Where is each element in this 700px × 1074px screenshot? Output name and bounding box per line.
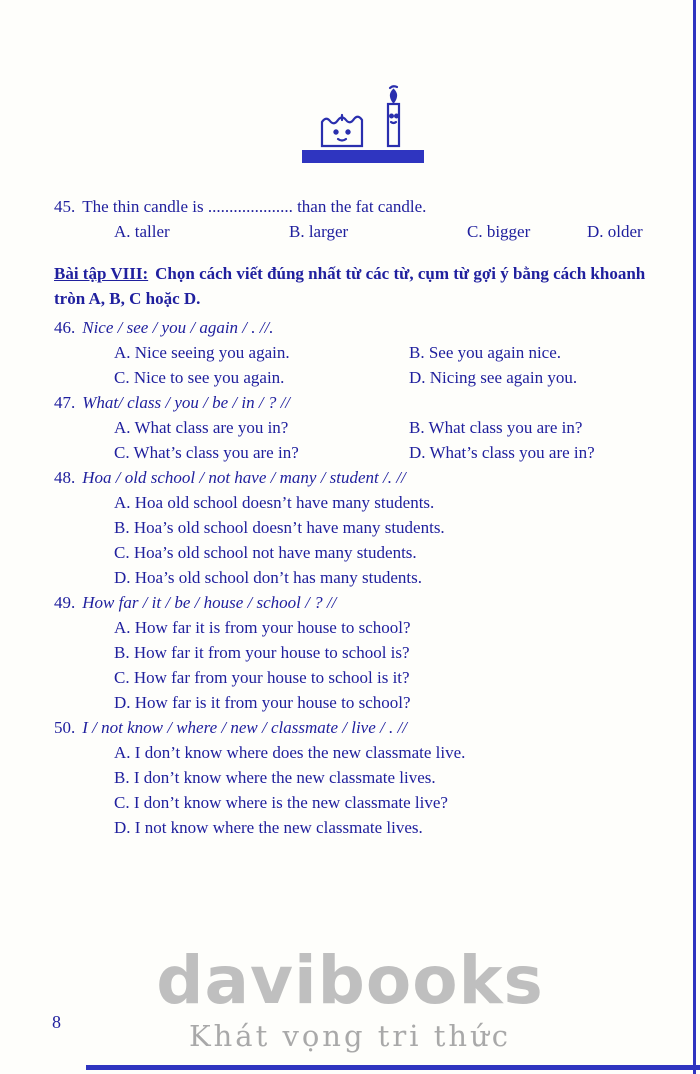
option-a: A. What class are you in? — [114, 418, 289, 437]
options-list — [114, 740, 672, 840]
section-title: Bài tập VIII: — [54, 264, 149, 283]
question-46 — [54, 315, 672, 390]
question-number: 50. — [54, 718, 76, 737]
option-a: A. How far it is from your house to school? — [114, 618, 411, 637]
watermark-logo: davibooks — [156, 942, 544, 1019]
question-number: 46. — [54, 318, 76, 337]
question-50 — [54, 715, 672, 840]
option-c: C. Hoa’s old school not have many students. — [114, 543, 417, 562]
question-48 — [54, 465, 672, 590]
question-prompt — [54, 715, 672, 740]
question-prompt — [54, 390, 672, 415]
options-list — [114, 615, 672, 715]
option-c: C. I don’t know where is the new classmate live? — [114, 793, 448, 812]
question-45 — [54, 194, 672, 219]
scan-bottom-edge-line — [86, 1065, 700, 1070]
option-a: A. Hoa old school doesn’t have many students. — [114, 493, 435, 512]
question-prompt — [54, 465, 672, 490]
question-45-text: The thin candle is .................... than the fat candle. — [82, 197, 427, 216]
options-list — [114, 490, 672, 590]
question-prompt-text: What/ class / you / be / in / ? // — [82, 393, 291, 412]
option-a: A. I don’t know where does the new classmate live. — [114, 743, 466, 762]
question-45-options — [114, 219, 672, 244]
option-b: B. I don’t know where the new classmate lives. — [114, 768, 436, 787]
section-heading — [54, 261, 672, 311]
option-a: A. taller — [114, 222, 170, 241]
option-d: D. I not know where the new classmate lives. — [114, 818, 423, 837]
option-c: C. bigger — [467, 222, 531, 241]
option-b: B. What class you are in? — [409, 418, 583, 437]
option-c: C. Nice to see you again. — [114, 368, 285, 387]
scan-right-edge-line — [693, 0, 696, 1074]
option-b: B. How far it from your house to school is? — [114, 643, 410, 662]
questions-list — [54, 315, 672, 840]
watermark — [0, 942, 700, 1056]
option-b: B. See you again nice. — [409, 343, 562, 362]
question-prompt-text: How far / it / be / house / school / ? // — [82, 593, 337, 612]
options-grid — [114, 340, 672, 390]
option-d: D. Nicing see again you. — [409, 368, 578, 387]
question-prompt-text: Hoa / old school / not have / many / student /. // — [82, 468, 406, 487]
options-grid — [114, 415, 672, 465]
illustration-base-bar — [302, 150, 424, 163]
section-instructions: Chọn cách viết đúng nhất từ các từ, cụm từ gợi ý bằng cách khoanh tròn A, B, C hoặc D. — [54, 264, 646, 308]
option-d: D. How far is it from your house to school? — [114, 693, 411, 712]
option-c: C. What’s class you are in? — [114, 443, 299, 462]
option-c: C. How far from your house to school is it? — [114, 668, 410, 687]
question-number: 47. — [54, 393, 76, 412]
watermark-tagline: Khát vọng tri thức — [188, 1019, 512, 1053]
question-prompt — [54, 315, 672, 340]
question-47 — [54, 390, 672, 465]
option-a: A. Nice seeing you again. — [114, 343, 290, 362]
option-d: D. Hoa’s old school don’t has many students. — [114, 568, 423, 587]
question-45-number: 45. — [54, 197, 76, 216]
question-prompt-text: Nice / see / you / again / . //. — [82, 318, 274, 337]
question-number: 48. — [54, 468, 76, 487]
question-49 — [54, 590, 672, 715]
question-prompt-text: I / not know / where / new / classmate / live / . // — [82, 718, 407, 737]
page-number: 8 — [52, 1012, 61, 1032]
option-b: B. larger — [289, 222, 349, 241]
question-number: 49. — [54, 593, 76, 612]
option-d: D. What’s class you are in? — [409, 443, 595, 462]
option-d: D. older — [587, 222, 643, 241]
question-prompt — [54, 590, 672, 615]
option-b: B. Hoa’s old school doesn’t have many students. — [114, 518, 445, 537]
candles-icon — [300, 82, 426, 170]
